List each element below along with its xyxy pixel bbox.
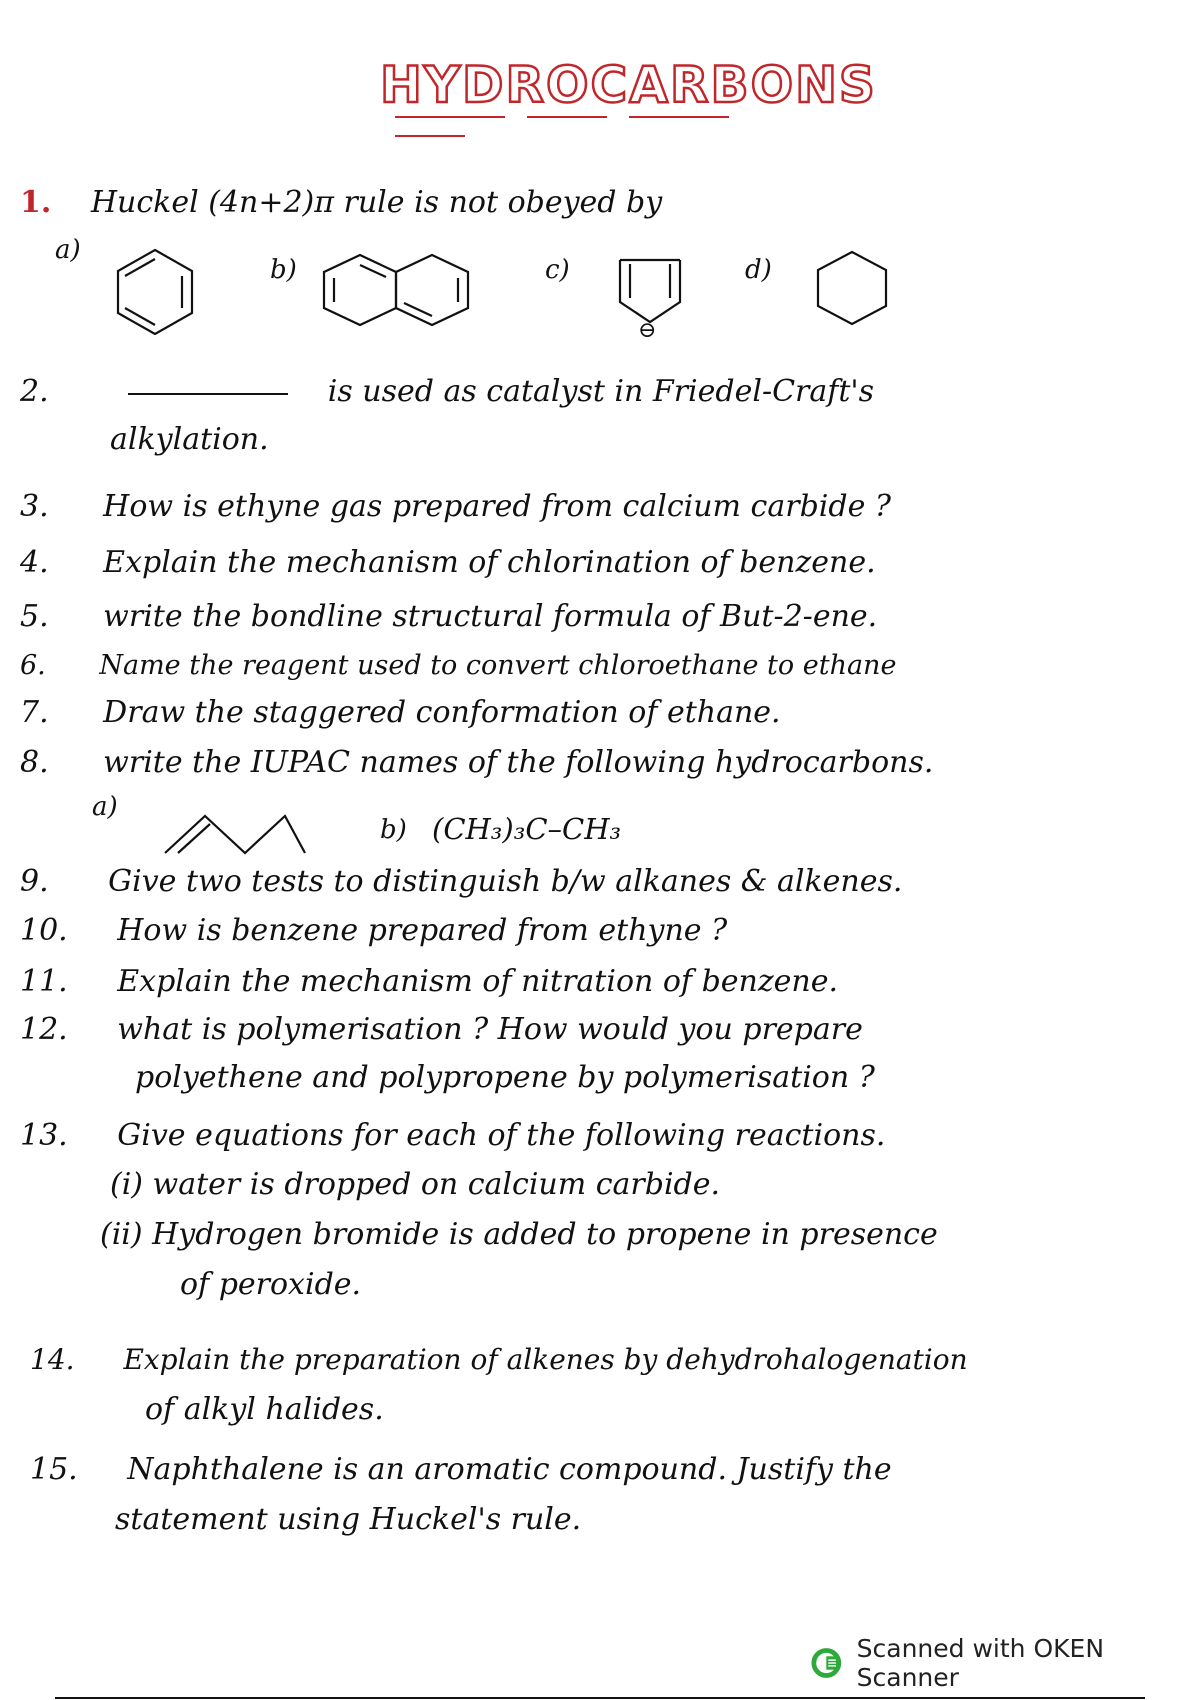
question-number: 5. <box>20 599 49 634</box>
question-text: Name the reagent used to convert chloroethane to ethane <box>99 650 897 681</box>
question-number: 2. <box>20 374 49 409</box>
question-13 <box>20 1116 885 1156</box>
benzene-structure <box>110 245 200 335</box>
oken-scanner-logo-icon <box>810 1646 843 1680</box>
anion-charge: ⊖ <box>638 318 657 343</box>
question-10 <box>20 911 727 951</box>
question-number: 15. <box>30 1452 78 1487</box>
question-15-continuation <box>115 1500 581 1540</box>
question-11 <box>20 962 838 1002</box>
question-number: 6. <box>20 650 46 681</box>
bondline-alkene-structure <box>160 808 310 858</box>
question-text: Explain the mechanism of chlorination of benzene. <box>103 545 876 580</box>
question-text: Give two tests to distinguish b/w alkanes & alkenes. <box>108 864 903 899</box>
question-number: 4. <box>20 545 49 580</box>
question-text: what is polymerisation ? How would you prepare <box>117 1012 863 1047</box>
scanner-watermark <box>810 1634 1200 1692</box>
question-13-part-ii-continuation <box>180 1265 361 1305</box>
question-number: 1. <box>20 185 52 220</box>
question-8 <box>20 743 933 783</box>
question-2-continuation <box>110 420 269 460</box>
page-title: HYDROCARBONS <box>380 56 877 114</box>
question-number: 11. <box>20 964 68 999</box>
question-text: Explain the mechanism of nitration of benzene. <box>117 964 839 999</box>
question-5 <box>20 597 877 637</box>
question-4 <box>20 543 876 583</box>
question-text: alkylation. <box>110 422 269 457</box>
naphthalene-structure <box>320 250 480 330</box>
question-7 <box>20 693 781 733</box>
question-2 <box>20 372 874 412</box>
question-text: Give equations for each of the following reactions. <box>117 1118 886 1153</box>
question-text: statement using Huckel's rule. <box>115 1502 582 1537</box>
question-text: Naphthalene is an aromatic compound. Justify the <box>127 1452 892 1487</box>
page-title-container <box>380 55 877 125</box>
question-number: 9. <box>20 864 49 899</box>
question-6 <box>20 646 896 686</box>
cyclohexane-structure <box>812 248 892 328</box>
q8-option-label-b: b) <box>380 815 407 845</box>
question-text: Draw the staggered conformation of ethane. <box>103 695 781 730</box>
question-text: polyethene and polypropene by polymerisation ? <box>135 1060 875 1095</box>
question-text: of peroxide. <box>180 1267 362 1302</box>
question-1 <box>20 183 662 223</box>
question-text: write the bondline structural formula of But-2-ene. <box>103 599 878 634</box>
title-underline <box>395 116 815 122</box>
question-number: 3. <box>20 489 49 524</box>
option-label-c: c) <box>545 255 570 285</box>
question-13-part-i <box>110 1165 720 1205</box>
scanner-watermark-text: Scanned with OKEN Scanner <box>856 1634 1105 1692</box>
question-number: 10. <box>20 913 68 948</box>
q8-option-label-a: a) <box>92 792 118 822</box>
fill-in-blank <box>128 393 288 395</box>
question-12-continuation <box>135 1058 875 1098</box>
question-3 <box>20 487 891 527</box>
question-text: How is ethyne gas prepared from calcium carbide ? <box>103 489 891 524</box>
question-number: 12. <box>20 1012 68 1047</box>
question-12 <box>20 1010 863 1050</box>
q8-option-b-formula: (CH₃)₃C–CH₃ <box>432 812 622 846</box>
question-number: 8. <box>20 745 49 780</box>
option-label-d: d) <box>745 255 772 285</box>
option-label-a: a) <box>55 235 81 265</box>
question-number: 7. <box>20 695 49 730</box>
question-number: 14. <box>30 1343 75 1376</box>
question-14-continuation <box>145 1390 384 1430</box>
bottom-rule <box>55 1697 1145 1699</box>
question-9 <box>20 862 902 902</box>
question-text: write the IUPAC names of the following hydrocarbons. <box>103 745 934 780</box>
option-label-b: b) <box>270 255 297 285</box>
question-text: of alkyl halides. <box>145 1392 384 1427</box>
question-14 <box>30 1340 968 1380</box>
question-13-part-ii <box>100 1215 938 1255</box>
question-text: (ii) Hydrogen bromide is added to propene in presence <box>100 1217 938 1252</box>
question-text: (i) water is dropped on calcium carbide. <box>110 1167 721 1202</box>
question-15 <box>30 1450 892 1490</box>
question-text: is used as catalyst in Friedel-Craft's <box>327 374 875 409</box>
question-number: 13. <box>20 1118 68 1153</box>
question-text: How is benzene prepared from ethyne ? <box>117 913 728 948</box>
question-text: Explain the preparation of alkenes by dehydrohalogenation <box>123 1343 968 1376</box>
question-text: Huckel (4n+2)π rule is not obeyed by <box>90 185 663 220</box>
